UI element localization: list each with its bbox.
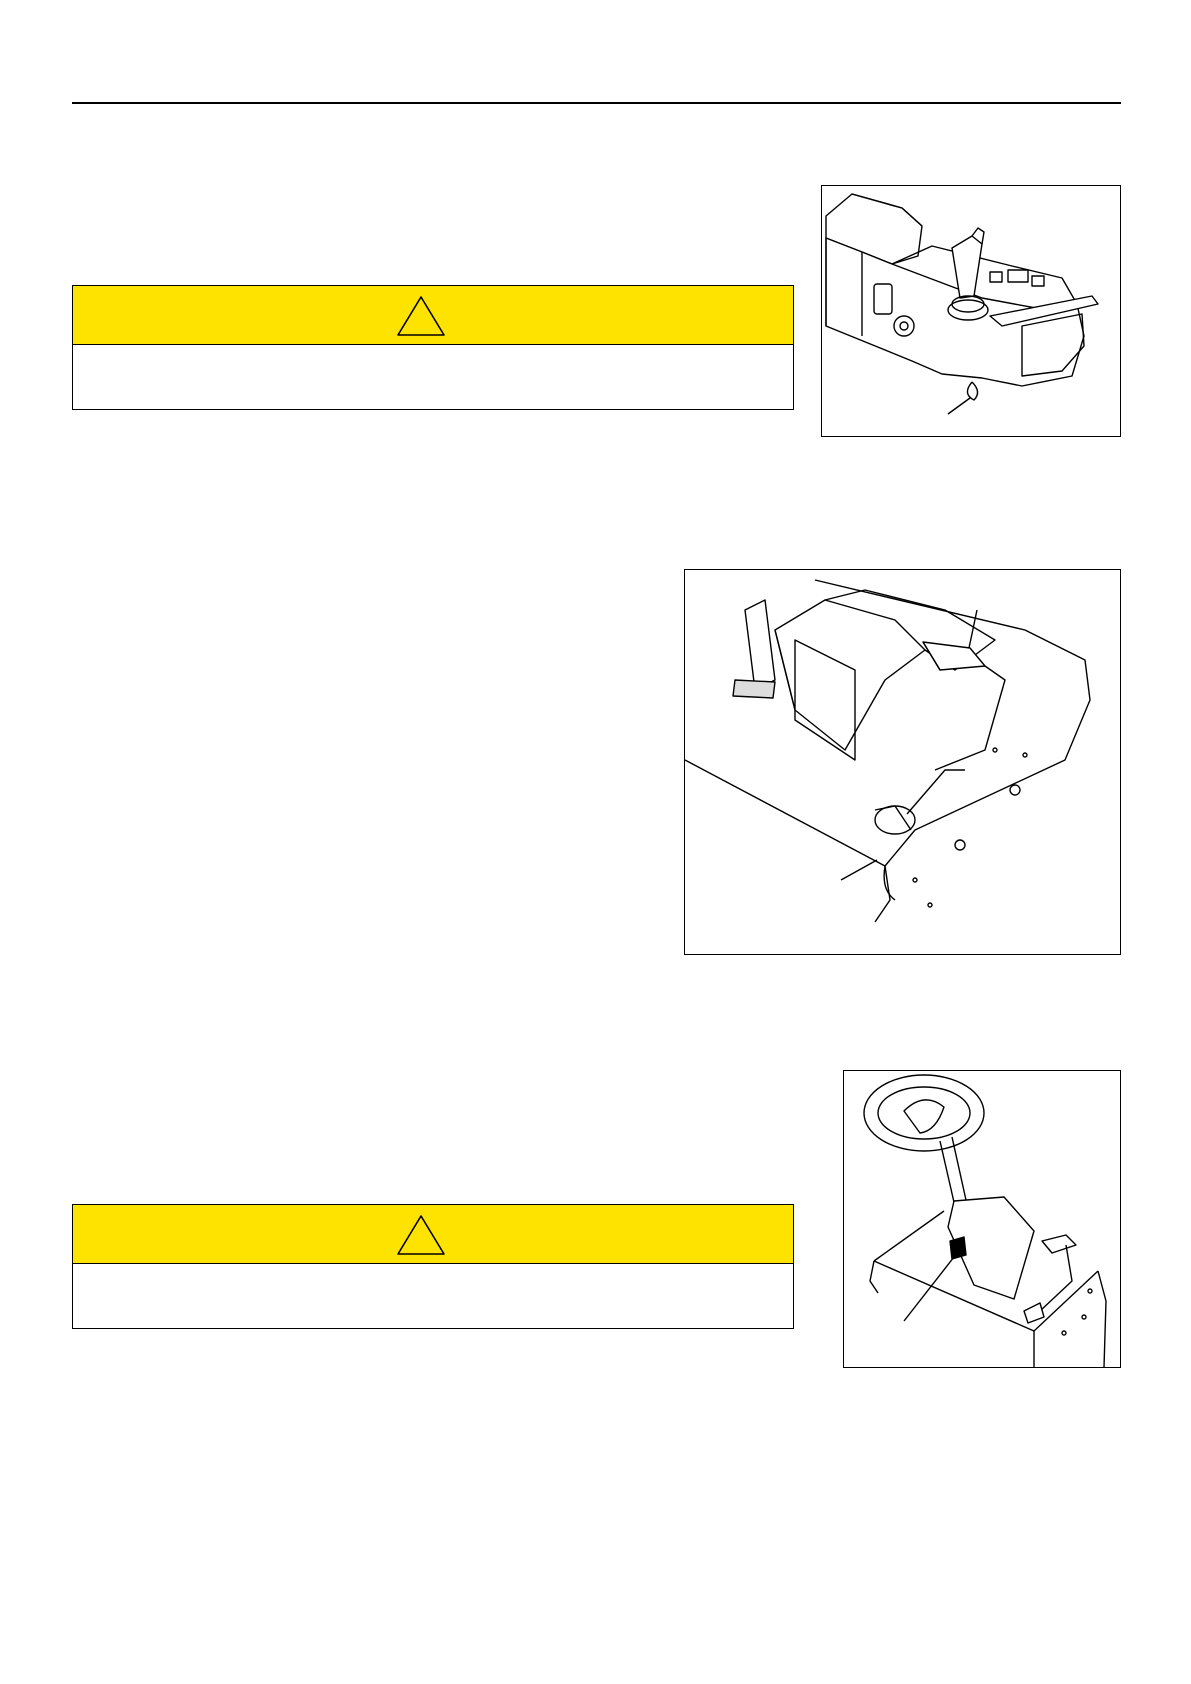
figure-steering-column [843, 1070, 1121, 1368]
warning-header [73, 1205, 793, 1264]
warning-box-2 [72, 1204, 794, 1329]
warning-box-1 [72, 285, 794, 410]
warning-body [73, 345, 793, 409]
warning-header [73, 286, 793, 345]
header-rule [72, 102, 1121, 104]
console-illustration [822, 186, 1120, 436]
pedals-illustration [685, 570, 1120, 954]
figure-pedals [684, 569, 1121, 955]
warning-body [73, 1264, 793, 1328]
figure-control-console [821, 185, 1121, 437]
warning-triangle-icon [395, 1213, 447, 1257]
steering-illustration [844, 1071, 1120, 1367]
warning-triangle-icon [395, 294, 447, 338]
